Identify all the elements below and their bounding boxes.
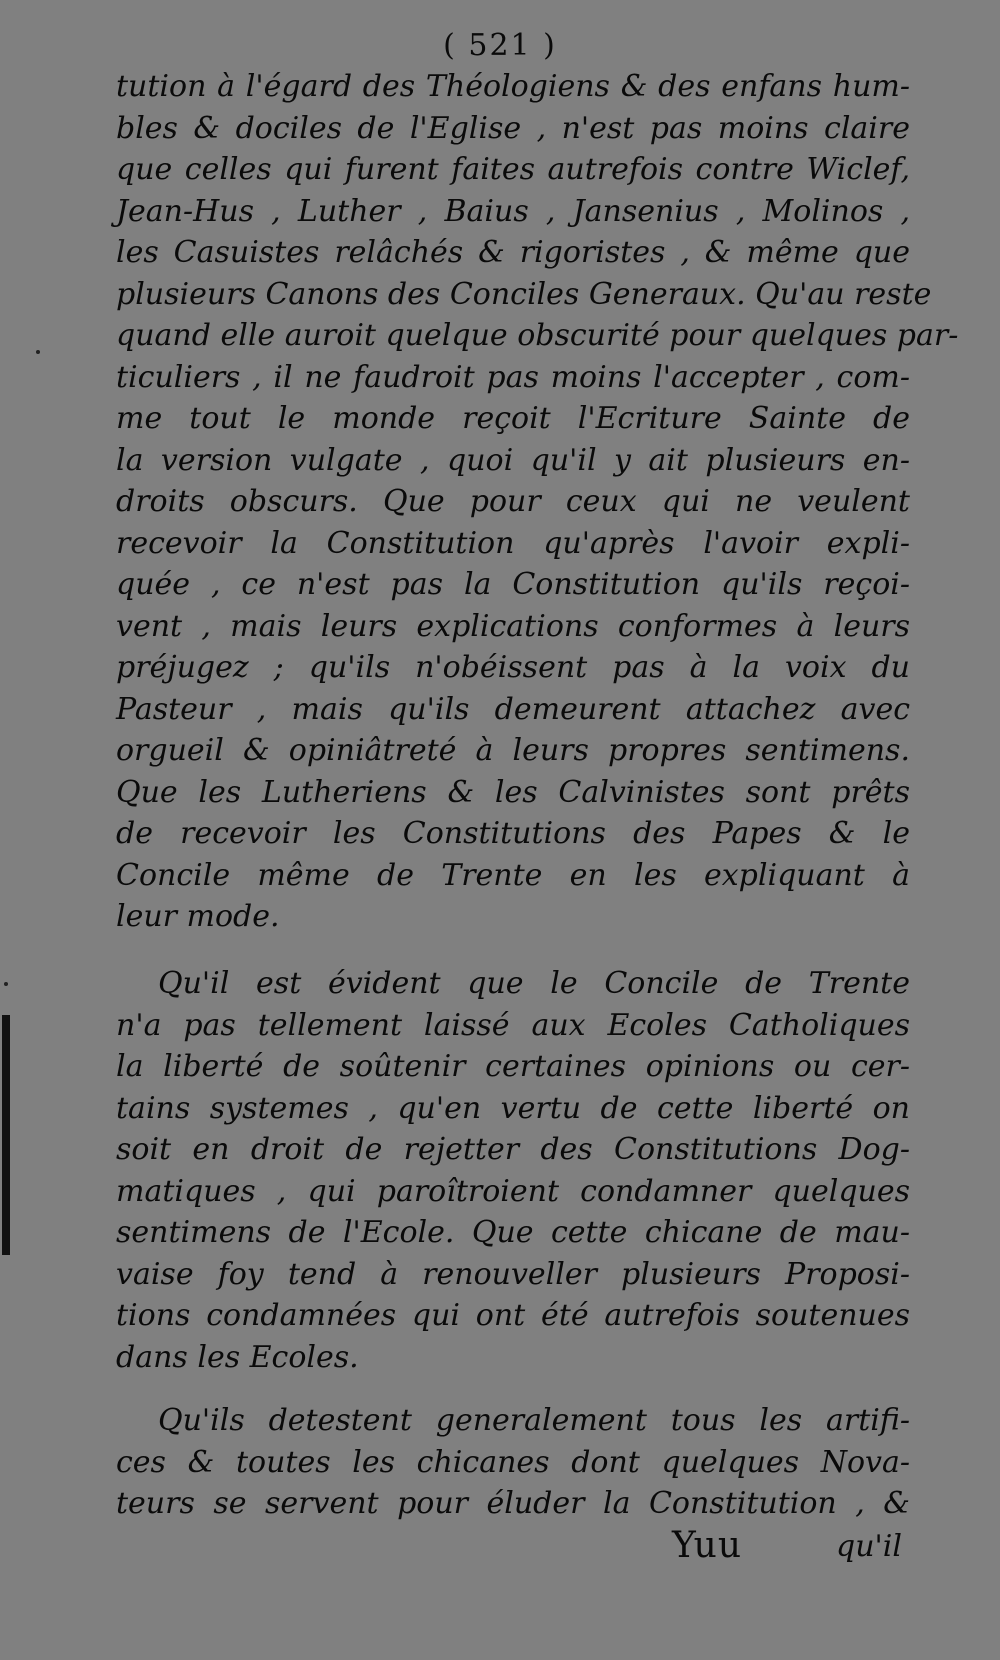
text-line: Jean-Hus , Luther , Baius , Jansenius , Molinos ,	[116, 193, 910, 229]
text-line: la version vulgate , quoi qu'il y ait plusieurs en-	[116, 442, 910, 478]
text-line: bles & dociles de l'Eglise , n'est pas moins claire	[116, 110, 910, 146]
text-line: tains systemes , qu'en vertu de cette liberté on	[116, 1090, 910, 1126]
text-line: Qu'ils detestent generalement tous les artifi-	[158, 1403, 910, 1438]
text-line: Concile même de Trente en les expliquant à	[116, 857, 910, 893]
text-line: recevoir la Constitution qu'après l'avoir expli-	[116, 525, 910, 561]
paragraph-3	[116, 1400, 910, 1525]
margin-speck	[4, 982, 8, 986]
page-number: ( 521 )	[443, 28, 557, 63]
text-line: vaise foy tend à renouveller plusieurs Proposi-	[116, 1256, 910, 1292]
text-line: teurs se servent pour éluder la Constitution , &	[116, 1486, 910, 1521]
text-line: tions condamnées qui ont été autrefois soutenues	[116, 1298, 910, 1333]
text-line: leur mode.	[116, 899, 280, 934]
text-line: ticuliers , il ne faudroit pas moins l'accepter , com-	[116, 359, 910, 395]
text-line: orgueil & opiniâtreté à leurs propres sentimens.	[116, 733, 910, 768]
text-line: quée , ce n'est pas la Constitution qu'ils reçoi-	[116, 567, 910, 602]
text-line: la liberté de soûtenir certaines opinions ou cer-	[116, 1049, 910, 1084]
text-line: Qu'il est évident que le Concile de Trente	[158, 966, 910, 1001]
margin-speck	[36, 350, 40, 354]
text-line: Que les Lutheriens & les Calvinistes sont prêts	[116, 774, 910, 810]
text-line: quand elle auroit quelque obscurité pour quelques par-	[116, 318, 959, 353]
text-line: tution à l'égard des Théologiens & des enfans hum-	[116, 69, 910, 104]
binding-edge-shadow	[2, 1015, 10, 1255]
text-line: me tout le monde reçoit l'Ecriture Sainte de	[116, 401, 910, 436]
text-line: matiques , qui paroîtroient condamner quelques	[116, 1173, 910, 1209]
text-line: dans les Ecoles.	[116, 1339, 359, 1375]
text-line: plusieurs Canons des Conciles Generaux. Qu'au reste	[116, 276, 932, 312]
text-line: n'a pas tellement laissé aux Ecoles Catholiques	[116, 1007, 910, 1043]
text-line: droits obscurs. Que pour ceux qui ne veulent	[116, 484, 910, 519]
signature-mark: Yuu	[672, 1525, 743, 1566]
catchword: qu'il	[836, 1529, 902, 1564]
text-line: soit en droit de rejetter des Constitutions Dog-	[116, 1132, 910, 1167]
text-line: sentimens de l'Ecole. Que cette chicane de mau-	[116, 1215, 910, 1250]
text-line: Pasteur , mais qu'ils demeurent attachez avec	[116, 691, 910, 727]
text-line: préjugez ; qu'ils n'obéissent pas à la voix du	[116, 650, 910, 685]
paragraph-2	[116, 963, 910, 1378]
text-line: de recevoir les Constitutions des Papes & le	[116, 816, 910, 851]
paragraph-1	[116, 66, 959, 938]
text-line: que celles qui furent faites autrefois contre Wiclef,	[116, 152, 910, 187]
text-line: ces & toutes les chicanes dont quelques Nova-	[116, 1444, 910, 1480]
text-line: les Casuistes relâchés & rigoristes , & même que	[116, 235, 910, 270]
text-line: vent , mais leurs explications conformes à leurs	[116, 608, 910, 644]
